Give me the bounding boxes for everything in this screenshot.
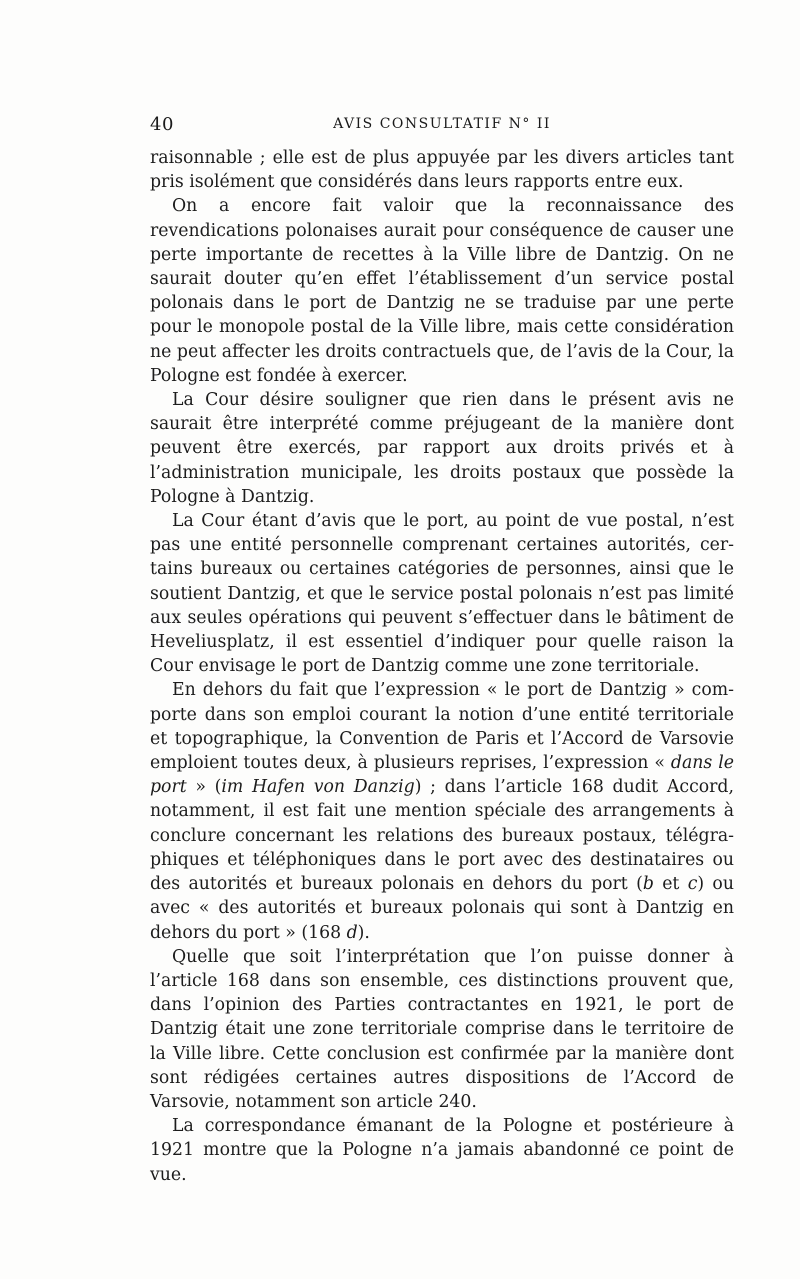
- italic-run: im Hafen von Danzig: [221, 777, 415, 798]
- text-run: ) ou avec « des autorités et bureaux polonais qui sont à Dantzig en dehors du port » (168: [150, 874, 734, 943]
- italic-run: b: [642, 874, 654, 895]
- paragraph: La Cour désire souligner que rien dans le présent avis ne saurait être interprété comme préjugeant de la manière dont peuvent être exercés, par rapport aux droits privés et à l’administration municipale, les droits postaux que possède la Pologne à Dantzig.: [150, 390, 734, 507]
- text-run: ) ; dans l’article 168 dudit Accord, notamment, il est fait une mention spéciale des arrangements à conclure concernant les relations des bureaux postaux, télégraphiques et téléphoniques dans le port avec des destinataires ou des autorités et bureaux polonais en dehors du port (: [150, 777, 734, 895]
- running-title: AVIS CONSULTATIF N° II: [333, 116, 551, 132]
- running-head: [150, 114, 734, 138]
- italic-run: c: [687, 874, 698, 895]
- text-run: » (: [186, 777, 222, 798]
- paragraph: La Cour étant d’avis que le port, au point de vue postal, n’est pas une entité personnelle comprenant certaines autorités, certains bureaux ou certaines catégories de personnes, ainsi que le soutient Dantzig, et que le service postal polonais n’est pas limité aux seules opérations qui peuvent s’effectuer dans le bâtiment de Heveliusplatz, il est essentiel d’indiquer pour quelle raison la Cour envisage le port de Dantzig comme une zone territoriale.: [150, 511, 734, 677]
- paragraph: Quelle que soit l’interprétation que l’on puisse donner à l’article 168 dans son ensemble, ces distinctions prouvent que, dans l’opinion des Parties contractantes en 1921, le port de Dantzig était une zone territoriale comprise dans le territoire de la Ville libre. Cette conclusion est confirmée par la manière dont sont rédigées certaines autres dispositions de l’Accord de Varsovie, notamment son article 240.: [150, 946, 734, 1112]
- body-text: [150, 146, 734, 1187]
- text-run: et: [653, 874, 688, 895]
- paragraph: La correspondance émanant de la Pologne et postérieure à 1921 montre que la Pologne n’a jamais abandonné ce point de vue.: [150, 1116, 734, 1185]
- italic-run: dans le port: [150, 753, 734, 798]
- paragraph: On a encore fait valoir que la reconnaissance des revendications polonaises aurait pour conséquence de causer une perte importante de recettes à la Ville libre de Dantzig. On ne saurait douter qu’en effet l’établissement d’un service postal polonais dans le port de Dantzig ne se traduise par une perte pour le monopole postal de la Ville libre, mais cette considération ne peut affecter les droits contractuels que, de l’avis de la Cour, la Pologne est fondée à exercer.: [150, 196, 734, 386]
- text-run: En dehors du fait que l’expression « le port de Dantzig » comporte dans son emploi courant la notion d’une entité territoriale et topographique, la Convention de Paris et l’Accord de Varsovie emploient toutes deux, à plusieurs reprises, l’expression «: [150, 680, 734, 774]
- italic-run: d: [346, 922, 358, 943]
- page-number: 40: [150, 114, 174, 135]
- paragraph-continuation: raisonnable ; elle est de plus appuyée par les divers articles tant pris isolément que considérés dans leurs rapports entre eux.: [150, 148, 734, 193]
- text-run: ).: [357, 922, 370, 943]
- paragraph: [150, 678, 734, 944]
